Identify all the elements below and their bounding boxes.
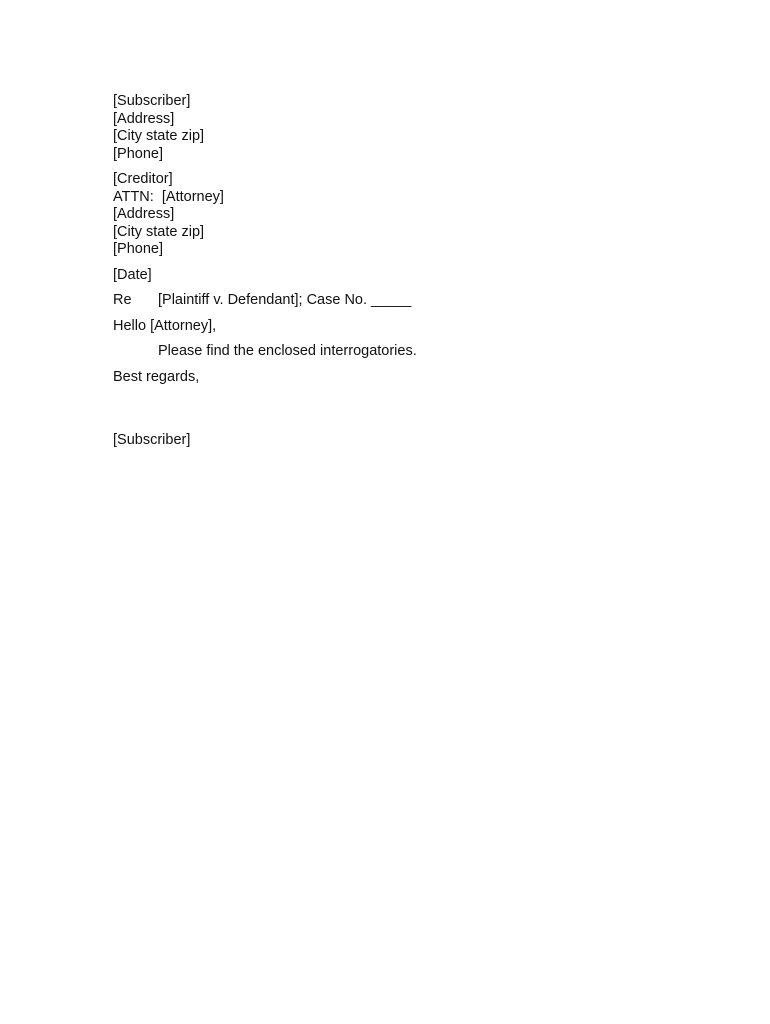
- recipient-city-state-zip: [City state zip]: [113, 223, 205, 240]
- re-text: [Plaintiff v. Defendant]; Case No. _____: [158, 292, 412, 308]
- letter-body: [113, 93, 673, 450]
- spacer: [113, 163, 673, 171]
- spacer: [113, 310, 673, 318]
- spacer: [113, 335, 673, 343]
- closing: Best regards,: [113, 368, 200, 385]
- spacer: [113, 284, 673, 292]
- sender-city-state-zip: [City state zip]: [113, 128, 205, 144]
- recipient-address: [Address]: [113, 206, 175, 222]
- re-line: [113, 292, 673, 310]
- signature-space: [113, 386, 673, 432]
- sender-name: [Subscriber]: [113, 93, 191, 109]
- recipient-phone: [Phone]: [113, 241, 163, 257]
- signature-name: [Subscriber]: [113, 432, 191, 448]
- recipient-address-block: [113, 171, 673, 259]
- spacer: [113, 259, 673, 267]
- re-label: Re: [113, 292, 132, 308]
- sender-address: [Address]: [113, 110, 175, 127]
- sender-address-block: [113, 93, 673, 163]
- spacer: [113, 361, 673, 369]
- salutation: Hello [Attorney],: [113, 317, 217, 334]
- letter-date: [Date]: [113, 266, 152, 283]
- body-paragraph: Please find the enclosed interrogatories.: [158, 343, 417, 359]
- recipient-attn: ATTN: [Attorney]: [113, 188, 224, 205]
- recipient-name: [Creditor]: [113, 171, 173, 187]
- sender-phone: [Phone]: [113, 145, 163, 162]
